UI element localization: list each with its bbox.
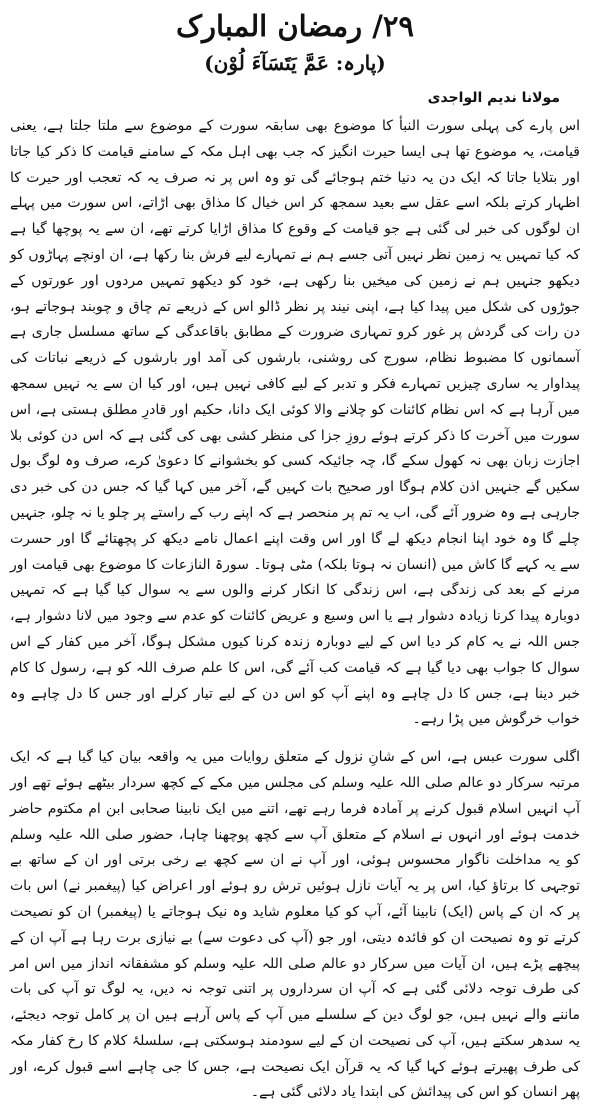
paragraph: اس پارے کی پہلی سورت النبأ کا موضوع بھی سابقہ سورت کے موضوع سے ملتا جلتا ہے، یعنی قیامت، یہ موضوع تھا ہی ایسا حیرت انگیز کہ جب بھی اہل مکہ کے سامنے قیامت کا ذکر کیا جاتا اور بتلایا جاتا کہ ایک دن یہ دنیا ختم ہوجائے گی تو وہ اس پر نہ صرف یہ کہ تعجب اور حیرت کا اظہار کرتے بلکہ اسے عقل سے بعید سمجھ کر اس خیال کا مذاق بھی اڑاتے، اس سورت میں پہلے ان لوگوں کی خبر لی گئی ہے جو قیامت کے وقوع کا مذاق اڑایا کرتے تھے، ان سے یہ پوچھا گیا ہے کہ کیا تمہیں یہ زمین نظر نہیں آتی جسے ہم نے تمہارے لیے فرش بنا رکھا ہے، ان اونچے پہاڑوں کو دیکھو جنہیں ہم نے زمین کی میخیں بنا رکھی ہے، خود کو دیکھو تمہیں مردوں اور عورتوں کے جوڑوں کی شکل میں پیدا کیا ہے، اپنی نیند پر نظر ڈالو اس کے ذریعے تم چاق و چوبند ہوجاتے ہو، دن رات کی گردش پر غور کرو تمہاری ضرورت کے مطابق باقاعدگی کے ساتھ مسلسل جاری ہے آسمانوں کا مضبوط نظام، سورج کی روشنی، بارشوں کی آمد اور بارشوں کے ذریعے نباتات کی پیداوار یہ ساری چیزیں تمہارے فکر و تدبر کے لیے کافی نہیں ہیں، اور کیا ان سے یہ نہیں سمجھ میں آرہا ہے کہ اس نظام کائنات کو چلانے والا کوئی ایک دانا، حکیم اور قادرِ مطلق ہستی ہے، اس سورت میں آخرت کا ذکر کرتے ہوئے روزِ جزا کی منظر کشی بھی کی گئی ہے کہ اس دن کوئی بلا اجازت زبان بھی نہ کھول سکے گا، چہ جائیکہ کسی کو بخشوانے کا دعویٰ کرے، صرف وہ لوگ بول سکیں گے جنہیں اذن کلام ہوگا اور صحیح بات کہیں گے، آخر میں کہا گیا کہ جس دن کی خبر دی جارہی ہے وہ ضرور آئے گی، اب یہ تم پر منحصر ہے کہ اپنے رب کے راستے پر چلو یا نہ چلو، جنہیں چلے گا وہ خود اپنا انجام دیکھ لے گا اور اس وقت اپنے اعمال نامے دیکھ کر پچھتائے گا اور حسرت سے یہ کہے گا کاش میں (انسان نہ ہوتا بلکہ) مٹی ہوتا۔ سورۃ النازعات کا موضوع بھی قیامت اور مرنے کے بعد کی زندگی ہے، اس زندگی کا انکار کرنے والوں سے یہ سوال کیا گیا ہے کہ تمہیں دوبارہ پیدا کرنا زیادہ دشوار ہے یا اس وسیع و عریض کائنات کو عدم سے وجود میں لانا دشوار ہے، جس اللہ نے یہ کام کر دیا اس کے لیے دوبارہ زندہ کرنا کیوں مشکل ہوگا، آخر میں کفار کے اس سوال کا جواب بھی دیا گیا ہے کہ قیامت کب آئے گی، اس کا علم صرف اللہ کو ہے، رسول کا کام خبر دینا ہے، جس کا دل چاہے وہ اپنے آپ کو اس دن کے لیے تیار کرلے اور جس کا دل چاہے وہ خواب خرگوش میں پڑا رہے۔ bbox=[10, 118, 580, 728]
paragraph: اگلی سورت عبس ہے، اس کے شانِ نزول کے متعلق روایات میں یہ واقعہ بیان کیا گیا ہے کہ ایک مرتبہ سرکار دو عالم صلی اللہ علیہ وسلم کی مجلس میں مکے کے کچھ سردار بیٹھے ہوئے تھے اور آپ انہیں اسلام قبول کرنے پر آمادہ فرما رہے تھے، اتنے میں ایک نابینا صحابی ابن ام مکتوم حاضر خدمت ہوئے اور انہوں نے اسلام کے متعلق آپ سے کچھ پوچھنا چاہا، حضور صلی اللہ علیہ وسلم کو یہ مداخلت ناگوار محسوس ہوئی، اور آپ نے ان سے کچھ بے رخی برتی اور ان کے ساتھ بے توجہی کا برتاؤ کیا، اس پر یہ آیات نازل ہوئیں ترش رو ہوئے اور اعراض کیا (پیغمبر نے) اس بات پر کہ ان کے پاس (ایک) نابینا آئے، آپ کو کیا معلوم شاید وہ نیک ہوجاتے یا (پیغمبر) ان کو نصیحت کرتے تو وہ نصیحت ان کو فائدہ دیتی، اور جو (آپ کی دعوت سے) بے نیازی برت رہا ہے آپ ان کے پیچھے پڑے ہیں، ان آیات میں سرکار دو عالم صلی اللہ علیہ وسلم کو مشفقانہ انداز میں اس امر کی طرف توجہ دلائی گئی ہے کہ آپ ان سرداروں پر اتنی توجہ نہ دیں، یہ لوگ تو آپ کی بات ماننے والے نہیں ہیں، جو لوگ دین کے سلسلے میں آپ کے پاس آرہے ہیں ان پر کامل توجہ دیجئے، یہ سدھر سکتے ہیں، آپ کی نصیحت ان کے لیے سودمند ہوسکتی ہے، سلسلۂ کلام کا رخ کفار مکہ کی طرف پھیرتے ہوئے کہا گیا کہ یہ قرآن ایک نصیحت ہے، جس کا جی چاہے اسے قبول کرے، اور پھر انسان کو اس کی پیدائش کی ابتدا یاد دلائی گئی ہے۔ bbox=[10, 749, 580, 1101]
article-body bbox=[10, 114, 580, 1106]
article-title: ۲۹/ رمضان المبارک bbox=[176, 9, 414, 43]
article-subtitle: (پارہ: عَمَّ یَتَسَآءَ لُوْن) bbox=[204, 51, 386, 75]
author-name: مولانا ندیم الواجدی bbox=[427, 90, 560, 106]
